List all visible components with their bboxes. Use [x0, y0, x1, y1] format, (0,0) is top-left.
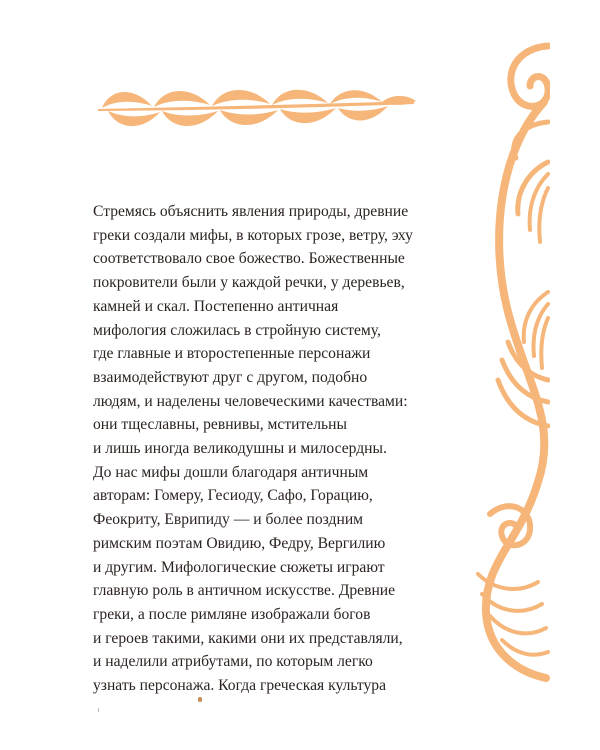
text-line: соответствовало свое божество. Божественные: [93, 250, 405, 268]
text-line: мифология сложилась в стройную систему,: [93, 321, 381, 339]
text-line: Стремясь объяснить явления природы, древние: [93, 203, 409, 220]
text-line: покровители были у каждой речки, у деревьев,: [93, 274, 405, 292]
text-line: римским поэтам Овидию, Федру, Вергилию: [93, 534, 386, 552]
text-line: и лишь иногда великодушны и милосердны.: [93, 440, 387, 458]
text-line: и наделили атрибутами, по которым легко: [93, 653, 373, 671]
text-line: камней и скал. Постепенно античная: [93, 297, 339, 315]
text-line: главную роль в античном искусстве. Древние: [93, 582, 396, 600]
text-line: узнать персонажа. Когда греческая культура: [93, 677, 386, 695]
text-line: и другим. Мифологические сюжеты играют: [93, 558, 385, 576]
text-line: людям, и наделены человеческими качествами:: [93, 392, 408, 410]
text-line: Феокриту, Еврипиду — и более поздним: [93, 511, 364, 529]
text-line: где главные и второстепенные персонажи: [93, 345, 371, 363]
page-mark: [198, 697, 202, 702]
text-line: взаимодействуют друг с другом, подобно: [93, 368, 368, 386]
body-paragraph: [93, 200, 493, 698]
scan-mark: [98, 708, 99, 712]
greek-spiral-border-icon: [468, 42, 550, 682]
laurel-branch-icon: [92, 82, 417, 134]
text-line: греки, а после римляне изображали богов: [93, 605, 371, 623]
text-line: греки создали мифы, в которых грозе, ветру, эху: [93, 226, 413, 244]
text-line: авторам: Гомеру, Гесиоду, Сафо, Горацию,: [93, 487, 373, 505]
text-line: До нас мифы дошли благодаря античным: [93, 463, 369, 481]
text-line: они тщеславны, ревнивы, мстительны: [93, 416, 347, 434]
text-line: и героев такими, какими они их представляли,: [93, 629, 403, 647]
